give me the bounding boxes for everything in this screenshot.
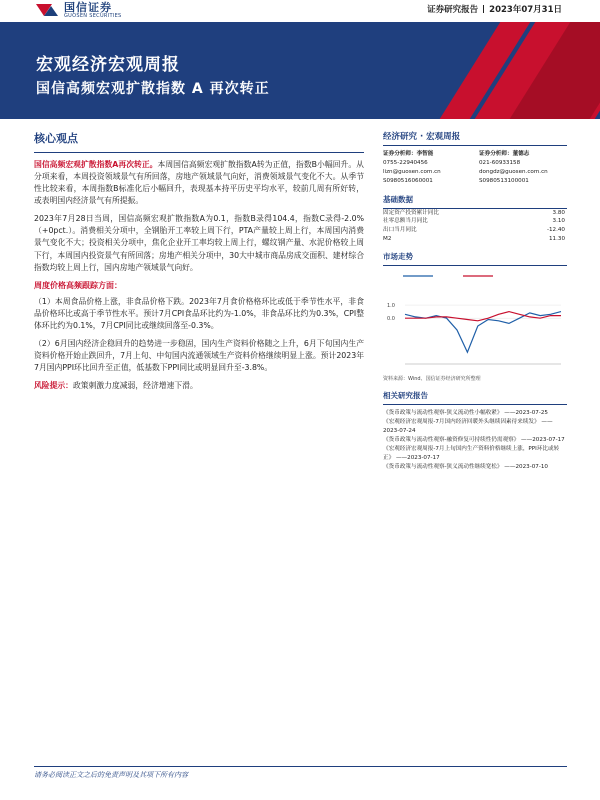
row-value: 11.30 bbox=[548, 235, 565, 242]
related-report-link[interactable]: 《货币政策与流动性观察-融资修复可持续性仍需观察》 ——2023-07-17 bbox=[383, 437, 565, 444]
y-tick-label: 1.0 bbox=[387, 303, 395, 310]
paragraph-3: （1）本周食品价格上涨，非食品价格下跌。2023年7月食价格格环比或低于季节性水平，非食品价格环比或高于季节性水平。预计7月CPI食品环比约为-1.0%，非食品环比约为0.3%，CPI整体环比约为0.1%，7月CPI同比或继续回落至-0.3%。 bbox=[34, 296, 364, 330]
report-date: 2023年07月31日 bbox=[489, 5, 562, 15]
paragraph-1 bbox=[34, 159, 364, 207]
paragraph-4: （2）6月国内经济企稳回升的趋势进一步稳固，国内生产资料价格随之上升，6月下旬国内生产资料价格开始止跌回升，7月上旬、中旬国内流通领域生产资料价格继续明显上涨。预计2023年7月国内PPI环比回升至正值，低基数下PPI同比或明显回升至-3.8%。 bbox=[34, 338, 364, 373]
table-row bbox=[383, 226, 567, 235]
report-category: 经济研究 · 宏观周报 bbox=[383, 132, 461, 142]
report-title: 宏观经济宏观周报 bbox=[36, 55, 180, 75]
analyst-2 bbox=[479, 150, 567, 186]
paragraph-1-body: 本周国信高频宏观扩散指数A转为正值，指数B小幅回升。从分项来看，本周投资领域景气有所回落，房地产领域景气向好，消费领域景气变化不大。从季节性比较来看，本周指数B标准化后小幅回升，表现基本持平历史平均水平，较前几周有所好转，或表明国内经济景气有所提振。 bbox=[34, 160, 364, 206]
basic-data-heading: 基础数据 bbox=[383, 194, 413, 204]
related-reports-heading: 相关研究报告 bbox=[383, 391, 428, 401]
analyst-1-label: 证券分析师：李智能 bbox=[383, 151, 434, 157]
main-content bbox=[34, 130, 364, 392]
basic-data-table bbox=[383, 208, 567, 244]
row-value: 3.10 bbox=[552, 218, 565, 225]
related-report-link[interactable]: 《货币政策与流动性观察-狭义流动性小幅收紧》 ——2023-07-25 bbox=[383, 410, 548, 417]
company-logo bbox=[36, 2, 122, 19]
analyst-1-email[interactable]: lizn@guosen.com.cn bbox=[383, 168, 441, 175]
footer-divider bbox=[34, 766, 567, 767]
market-trend-heading: 市场走势 bbox=[383, 252, 413, 262]
related-report-link[interactable]: 《宏观经济宏观周报-7月上旬国内生产资料价格继续上涨，PPI环比或转正》 ——2023-07-17 bbox=[383, 446, 560, 462]
report-type: 证券研究报告 bbox=[427, 5, 479, 15]
chart-svg bbox=[383, 266, 567, 374]
logo-name: 国信证券 bbox=[64, 1, 112, 14]
row-label: 社零总额当月同比 bbox=[383, 218, 428, 225]
price-tracking-heading: 周度价格高频跟踪方面： bbox=[34, 280, 122, 290]
footer-disclaimer: 请务必阅读正文之后的免责声明及其项下所有内容 bbox=[34, 771, 188, 779]
core-heading: 核心观点 bbox=[34, 132, 78, 145]
analyst-1-license: S0980516060001 bbox=[383, 177, 433, 184]
risk-warning bbox=[34, 380, 364, 392]
divider bbox=[383, 145, 567, 146]
analyst-2-label: 证券分析师：董德志 bbox=[479, 151, 530, 157]
paragraph-1-lead: 国信高频宏观扩散指数A再次转正。 bbox=[34, 160, 158, 169]
related-report-link[interactable]: 《货币政策与流动性观察-狭义流动性继续宽松》 ——2023-07-10 bbox=[383, 464, 548, 470]
related-report-link[interactable]: 《宏观经济宏观周报-7月国内经济回暖外头继续因素待来续发》 ——2023-07-24 bbox=[383, 419, 553, 435]
row-label: 出口当月同比 bbox=[383, 227, 417, 234]
analyst-info bbox=[383, 150, 567, 186]
logo-english-name: GUOSEN SECURITIES bbox=[64, 13, 122, 19]
report-meta bbox=[427, 3, 562, 15]
y-tick-label: 0.0 bbox=[387, 316, 395, 323]
risk-label: 风险提示： bbox=[34, 381, 73, 391]
analyst-2-license: S0980513100001 bbox=[479, 177, 529, 184]
risk-text: 政策刺激力度减弱，经济增速下滑。 bbox=[72, 381, 198, 391]
paragraph-2: 2023年7月28日当周，国信高频宏观扩散指数A为0.1，指数B录得104.4，指数C录得-2.0%（+0pct.）。消费相关分项中，全钢胎开工率较上周下行，PTA产量较上周上行，本周国内消费景气变化不大；投资相关分项中，焦化企业开工率均较上周上行，螺纹钢产量、水泥价格较上周下行，本周国内投资景气有所回落；房地产相关分项中，30大中城市商品房成交面积、建材综合指数均较上周上行，国内房地产领域景气向好。 bbox=[34, 214, 364, 272]
analyst-1-phone: 0755-22940456 bbox=[383, 159, 428, 166]
logo-mark-icon bbox=[36, 4, 58, 18]
series-line-2 bbox=[405, 312, 561, 321]
table-row bbox=[383, 209, 567, 218]
row-label: M2 bbox=[383, 235, 392, 242]
title-banner bbox=[0, 22, 600, 119]
analyst-2-phone: 021-60933158 bbox=[479, 159, 521, 166]
analyst-2-email[interactable]: dongdz@guosen.com.cn bbox=[479, 168, 548, 175]
row-label: 固定资产投资累计同比 bbox=[383, 209, 439, 216]
report-subtitle: 国信高频宏观扩散指数 A 再次转正 bbox=[36, 81, 270, 97]
chart-source: 资料来源：Wind、国信证券经济研究所整理 bbox=[383, 376, 481, 383]
table-row bbox=[383, 235, 567, 244]
analyst-1 bbox=[383, 150, 471, 186]
row-value: 3.80 bbox=[552, 209, 565, 216]
top-bar bbox=[0, 0, 600, 22]
divider bbox=[34, 152, 364, 153]
sidebar bbox=[383, 130, 567, 472]
market-trend-chart bbox=[383, 265, 567, 373]
row-value: -12.40 bbox=[546, 227, 565, 234]
table-row bbox=[383, 217, 567, 226]
divider bbox=[383, 404, 567, 405]
